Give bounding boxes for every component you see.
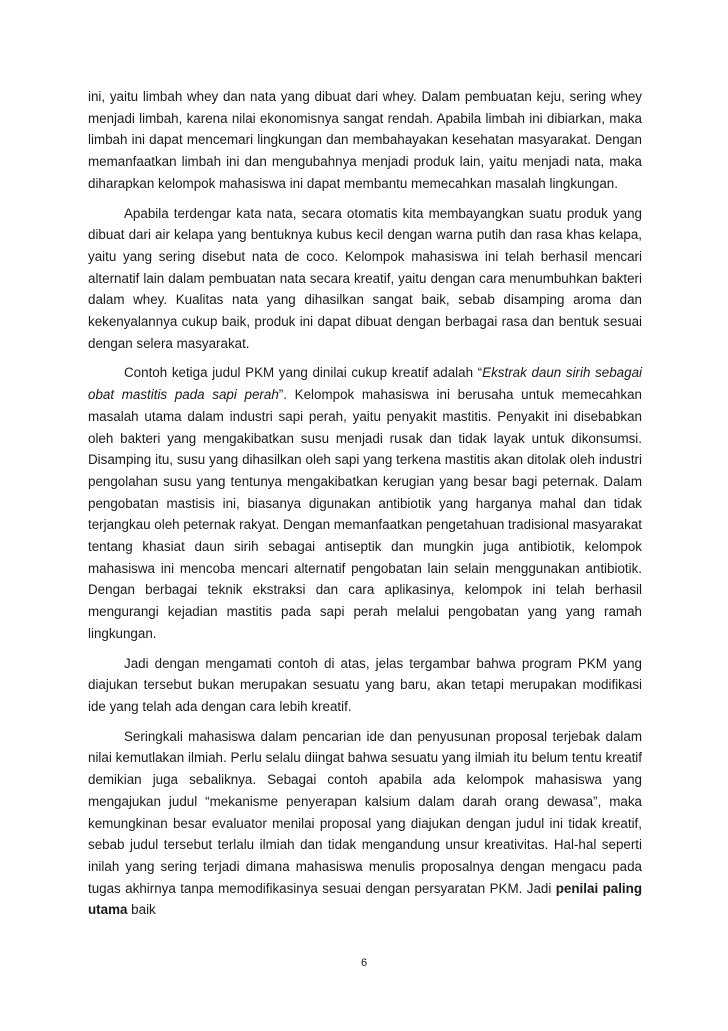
paragraph-5 <box>88 726 642 921</box>
emphasis-bold: penilai paling utama <box>88 880 643 918</box>
paragraph-5-text-b: baik <box>127 902 156 918</box>
paragraph-3-text-b: ”. Kelompok mahasiswa ini berusaha untuk memecahkan masalah utama dalam industri sapi perah, yaitu penyakit mastitis. Penyakit ini disebabkan oleh bakteri yang mengakibatkan susu menjadi rusak dan tidak layak untuk dikonsumsi. Disamping itu, susu yang dihasilkan oleh sapi yang terkena mastitis akan ditolak oleh industri pengolahan susu yang tentunya mengakibatkan kerugian yang besar bagi peternak. Dalam pengobatan mastisis ini, biasanya digunakan antibiotik yang harganya mahal dan tidak terjangkau oleh peternak rakyat. Dengan memanfaatkan pengetahuan tradisional masyarakat tentang khasiat daun sirih sebagai antiseptik dan mungkin juga antibiotik, kelompok mahasiswa ini mencoba mencari alternatif pengobatan lain selain menggunakan antibiotik. Dengan berbagai teknik ekstraksi dan cara aplikasinya, kelompok ini telah berhasil mengurangi kejadian mastitis pada sapi perah melalui pengobatan yang yang ramah lingkungan. <box>88 387 642 641</box>
pkm-title-italic: Ekstrak daun sirih sebagai obat mastitis pada sapi perah <box>88 365 642 403</box>
paragraph-1-text: ini, yaitu limbah whey dan nata yang dibuat dari whey. Dalam pembuatan keju, sering whey menjadi limbah, karena nilai ekonomisnya sangat rendah. Apabila limbah ini dibiarkan, maka limbah ini dapat mencemari lingkungan dan membahayakan kesehatan masyarakat. Dengan memanfaatkan limbah ini dan mengubahnya menjadi produk lain, yaitu menjadi nata, maka diharapkan kelompok mahasiswa ini dapat membantu memecahkan masalah lingkungan. <box>88 89 642 191</box>
page-number: 6 <box>360 957 368 969</box>
body-text <box>88 86 642 929</box>
paragraph-5-text-a: Seringkali mahasiswa dalam pencarian ide dan penyusunan proposal terjebak dalam nilai kemutlakan ilmiah. Perlu selalu diingat bahwa sesuatu yang ilmiah itu belum tentu kreatif demikian juga sebaliknya. Sebagai contoh apabila ada kelompok mahasiswa yang mengajukan judul “mekanisme penyerapan kalsium dalam darah orang dewasa”, maka kemungkinan besar evaluator menilai proposal yang diajukan dengan judul ini tidak kreatif, sebab judul tersebut terlalu ilmiah dan tidak mengandung unsur kreativitas. Hal-hal seperti inilah yang sering terjadi dimana mahasiswa menulis proposalnya dengan mengacu pada tugas akhirnya tanpa memodifikasinya sesuai dengan persyaratan PKM. Jadi <box>88 728 642 896</box>
paragraph-1 <box>88 86 642 195</box>
paragraph-2 <box>88 203 642 355</box>
paragraph-3 <box>88 362 642 644</box>
paragraph-4 <box>88 653 642 718</box>
paragraph-3-text-a: Contoh ketiga judul PKM yang dinilai cukup kreatif adalah “ <box>124 365 483 381</box>
paragraph-4-text: Jadi dengan mengamati contoh di atas, jelas tergambar bahwa program PKM yang diajukan tersebut bukan merupakan sesuatu yang baru, akan tetapi merupakan modifikasi ide yang telah ada dengan cara lebih kreatif. <box>88 655 642 714</box>
paragraph-2-text: Apabila terdengar kata nata, secara otomatis kita membayangkan suatu produk yang dibuat dari air kelapa yang bentuknya kubus kecil dengan warna putih dan rasa khas kelapa, yaitu yang sering disebut nata de coco. Kelompok mahasiswa ini telah berhasil mencari alternatif lain dalam pembuatan nata secara kreatif, yaitu dengan cara menumbuhkan bakteri dalam whey. Kualitas nata yang dihasilkan sangat baik, sebab disamping aroma dan kekenyalannya cukup baik, produk ini dapat dibuat dengan berbagai rasa dan bentuk sesuai dengan selera masyarakat. <box>88 205 642 351</box>
